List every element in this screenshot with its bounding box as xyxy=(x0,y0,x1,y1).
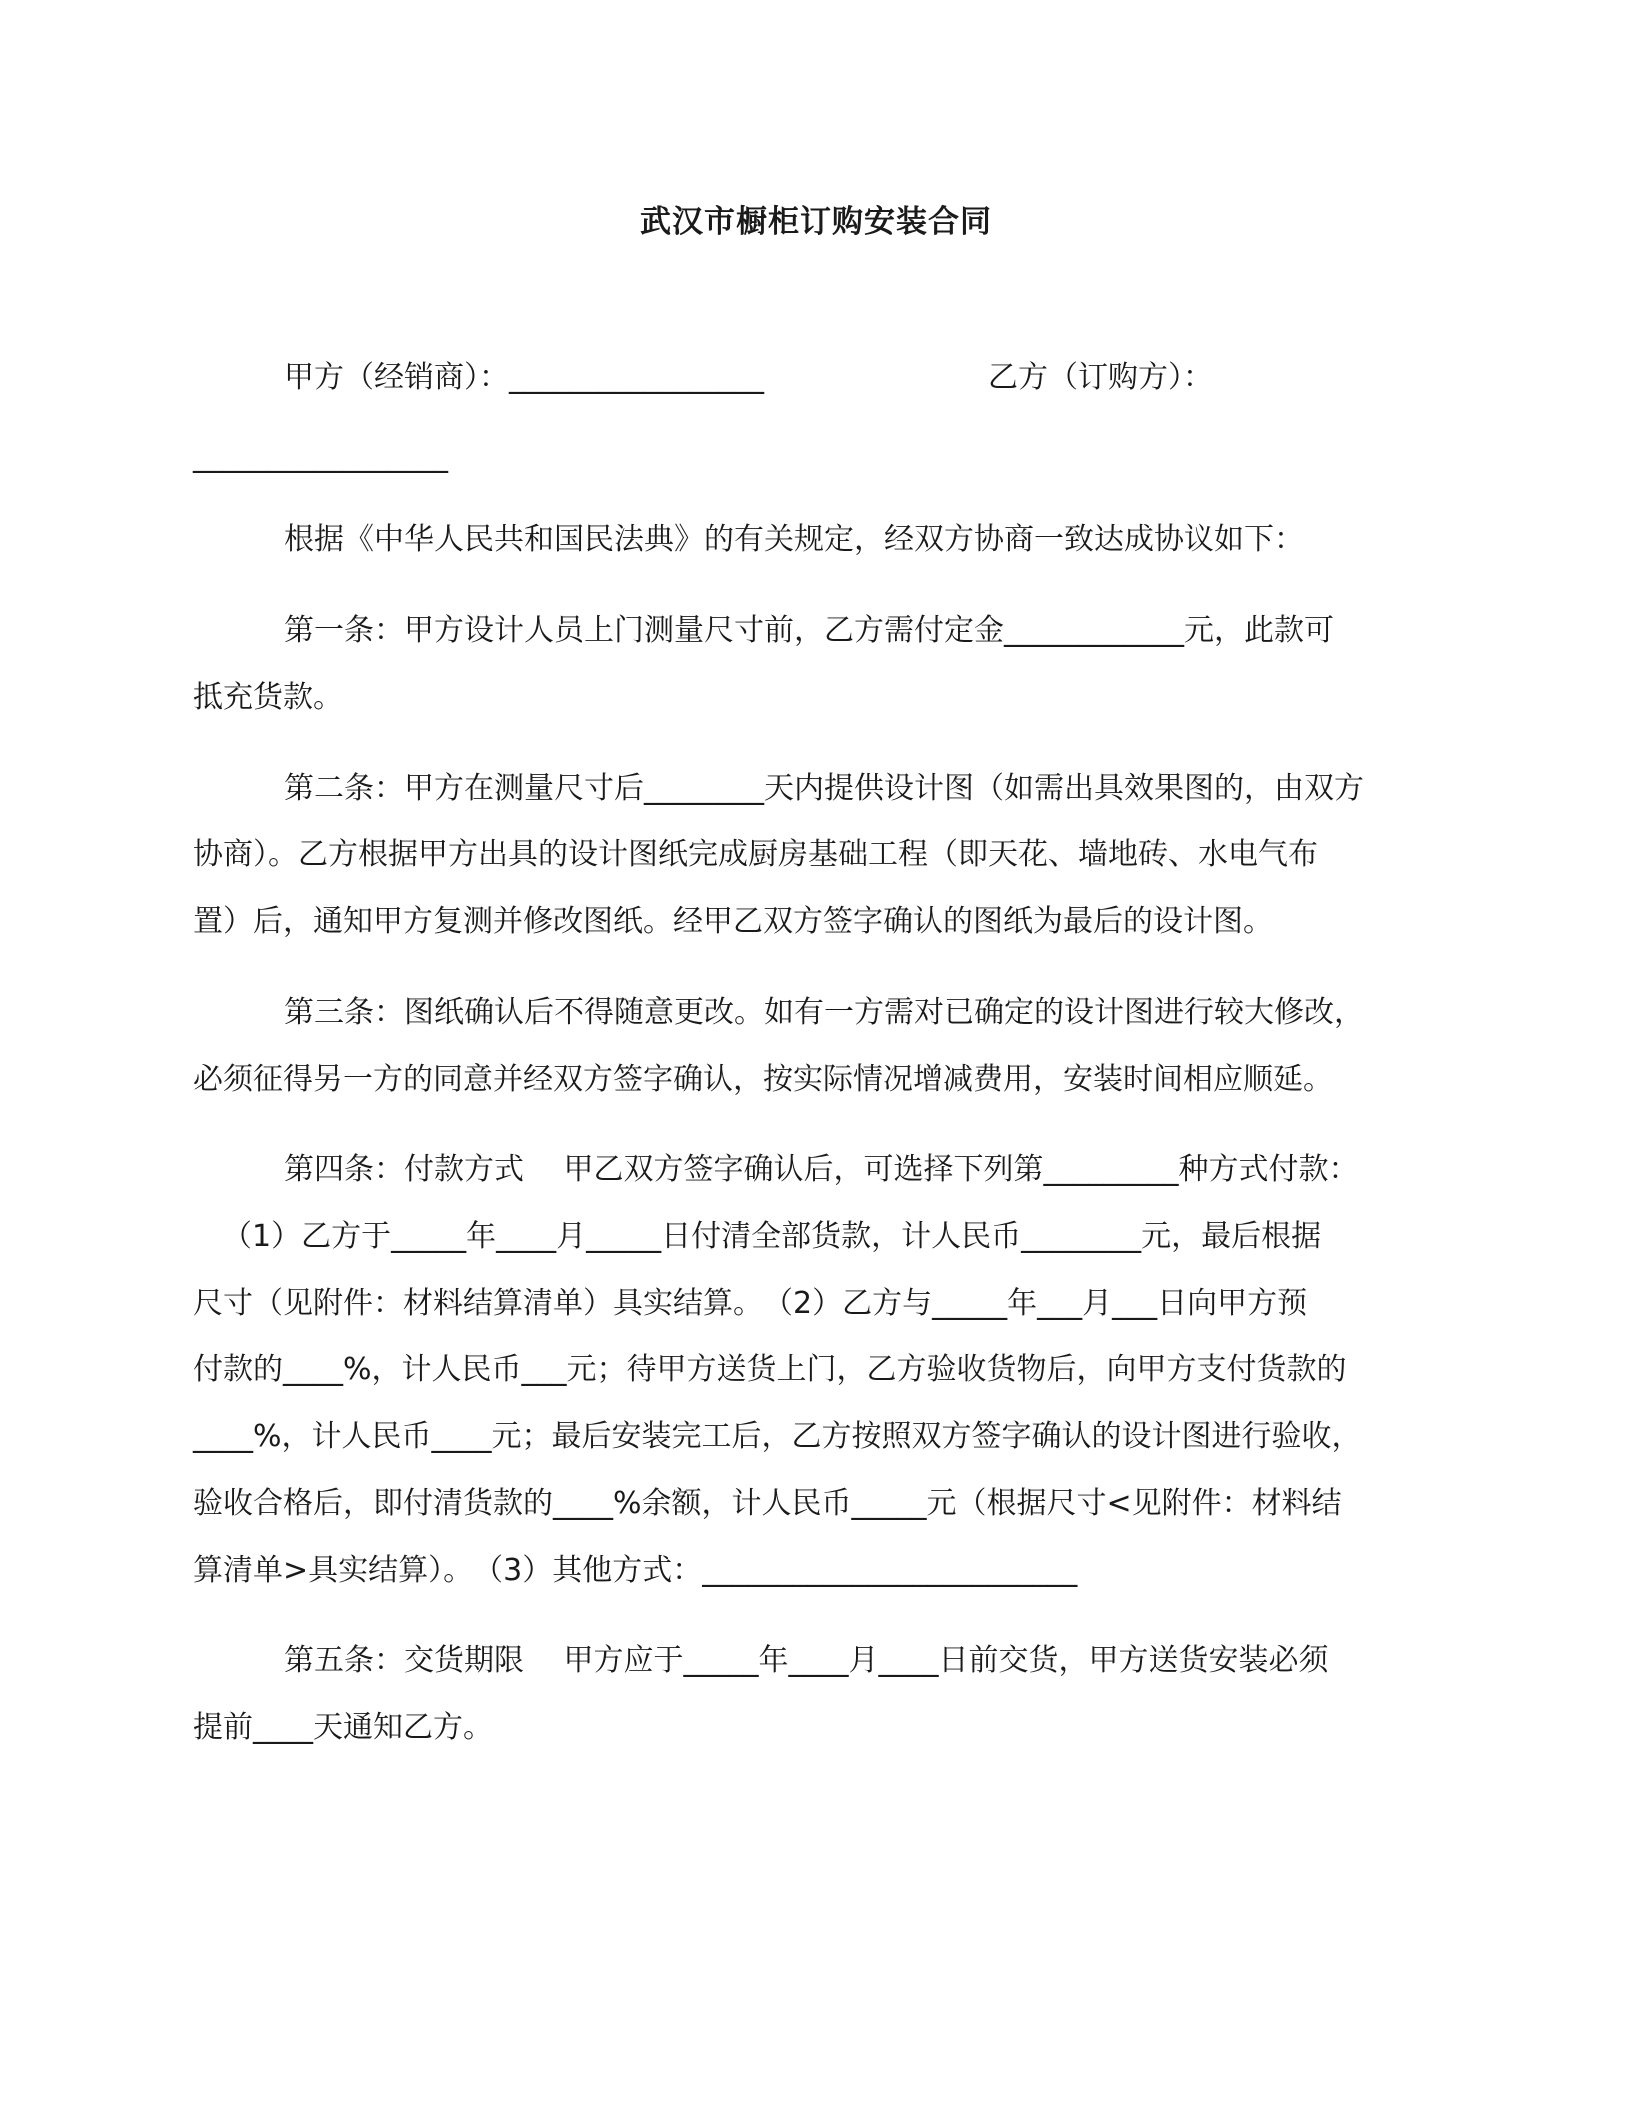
article4-line-4: 付款的____%，计人民币___元；待甲方送货上门，乙方验收货物后，向甲方支付货款的 xyxy=(193,1352,1347,1387)
party-a-line: 甲方（经销商）：_________________ xyxy=(284,360,764,395)
article4-line-1: 第四条：付款方式 甲乙双方签字确认后，可选择下列第_________种方式付款： xyxy=(284,1152,1359,1187)
article1-line-1: 第一条：甲方设计人员上门测量尺寸前，乙方需付定金____________元，此款可 xyxy=(284,613,1334,648)
article4-line-2: （1）乙方于_____年____月_____日付清全部货款，计人民币________元，最后根据 xyxy=(222,1219,1322,1254)
article5-line-1: 第五条：交货期限 甲方应于_____年____月____日前交货，甲方送货安装必须 xyxy=(284,1643,1329,1678)
article4-line-5: ____%，计人民币____元；最后安装完工后，乙方按照双方签字确认的设计图进行验收， xyxy=(193,1419,1362,1454)
article3-line-1: 第三条：图纸确认后不得随意更改。如有一方需对已确定的设计图进行较大修改， xyxy=(284,995,1364,1030)
intro-paragraph: 根据《中华人民共和国民法典》的有关规定，经双方协商一致达成协议如下： xyxy=(284,522,1304,557)
article5-line-2: 提前____天通知乙方。 xyxy=(193,1710,493,1745)
article4-line-3: 尺寸（见附件：材料结算清单）具实结算。 （2）乙方与_____年___月___日向甲方预 xyxy=(193,1286,1308,1321)
party-b-blank: _________________ xyxy=(193,439,448,474)
article2-line-1: 第二条：甲方在测量尺寸后________天内提供设计图（如需出具效果图的，由双方 xyxy=(284,771,1364,806)
article2-line-2: 协商）。乙方根据甲方出具的设计图纸完成厨房基础工程（即天花、墙地砖、水电气布 xyxy=(193,837,1318,872)
article1-line-2: 抵充货款。 xyxy=(193,680,343,715)
article3-line-2: 必须征得另一方的同意并经双方签字确认，按实际情况增减费用，安装时间相应顺延。 xyxy=(193,1062,1333,1097)
document-title: 武汉市橱柜订购安装合同 xyxy=(640,204,992,240)
article4-line-6: 验收合格后，即付清货款的____%余额，计人民币_____元（根据尺寸<见附件：材料结 xyxy=(193,1486,1342,1521)
party-b-line: 乙方（订购方）： xyxy=(988,360,1213,395)
article2-line-3: 置）后，通知甲方复测并修改图纸。经甲乙双方签字确认的图纸为最后的设计图。 xyxy=(193,904,1273,939)
article4-line-7: 算清单>具实结算）。 （3）其他方式：_________________________ xyxy=(193,1553,1078,1588)
